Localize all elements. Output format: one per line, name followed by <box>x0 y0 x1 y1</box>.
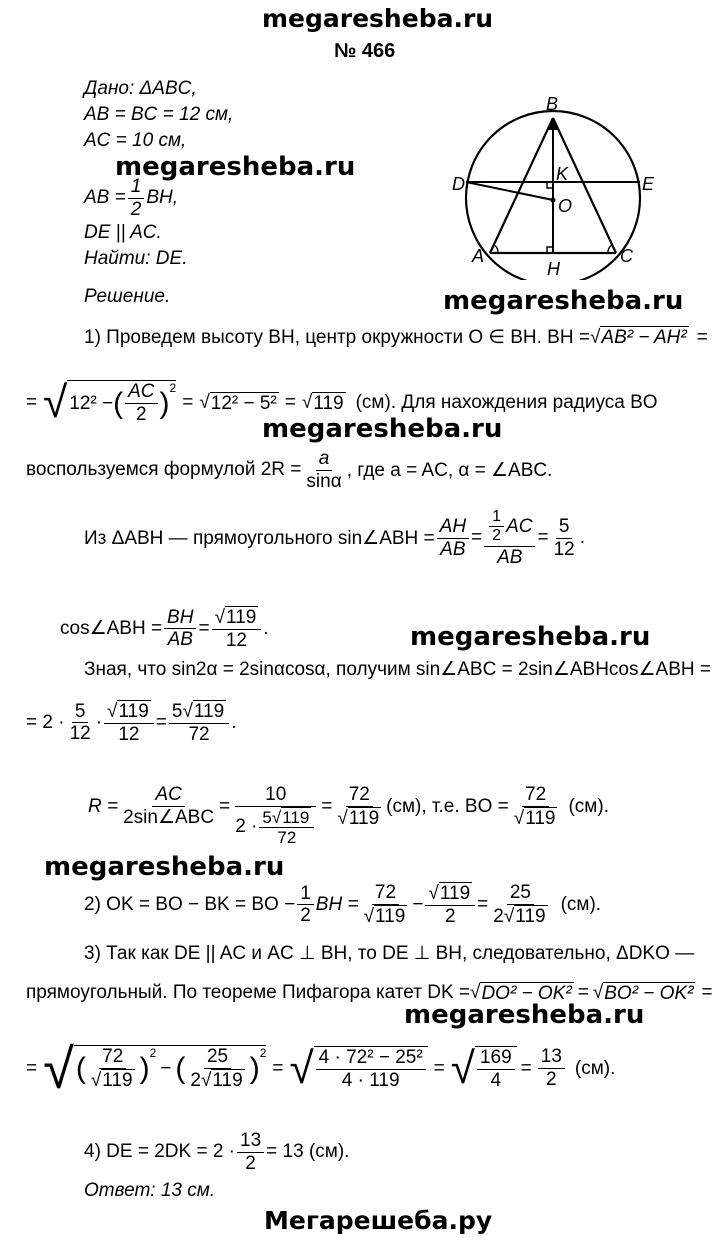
numerator: 1 <box>128 176 145 199</box>
formula-line <box>26 448 552 493</box>
watermark: megaresheba.ru <box>44 852 285 882</box>
numerator: 5 <box>556 516 573 539</box>
fraction <box>303 448 344 493</box>
problem-number: № 466 <box>334 40 396 62</box>
numerator <box>425 882 475 906</box>
radical-sign: √ <box>214 607 225 628</box>
geometry-figure <box>450 90 690 280</box>
fraction <box>259 807 314 848</box>
sqrt-expression: 119 <box>102 1070 133 1091</box>
given-line-3: AC = 10 см, <box>84 130 187 151</box>
fraction <box>334 784 384 830</box>
angle-mark-c <box>608 245 612 253</box>
formula-text: воспользуемся формулой 2R = <box>26 459 302 481</box>
fraction <box>232 784 319 848</box>
answer-line: Ответ: 13 см. <box>84 1180 216 1201</box>
period: . <box>579 527 585 549</box>
equals-sign: = <box>272 1057 284 1079</box>
denominator: AB <box>167 629 193 651</box>
fraction <box>316 1047 426 1092</box>
side-ab <box>490 118 553 253</box>
sqrt-expression: AB² − AH² <box>601 327 687 349</box>
radius-line <box>88 784 609 848</box>
denominator: 72 <box>188 723 210 745</box>
paren-close: ) <box>249 1052 260 1085</box>
given-line-4-rhs: BH, <box>146 187 178 209</box>
radical-sign: √ <box>271 807 282 827</box>
radical-sign: √ <box>43 1037 74 1100</box>
fraction <box>164 607 196 652</box>
given-line-4-lhs: AB = <box>84 187 126 209</box>
denominator: 4 <box>490 1069 502 1091</box>
sqrt-expression: 12² − 5² <box>210 392 277 414</box>
sin-abh-line <box>84 508 585 569</box>
radical-sign: √ <box>199 392 210 413</box>
sqrt-expression: 119 <box>193 701 225 722</box>
denominator: 2 <box>130 198 142 220</box>
label-c: C <box>620 246 633 266</box>
sin-abc-value-line <box>26 700 236 746</box>
step-3-line: 3) Так как DE || AC и AC ⊥ BH, то DE ⊥ BH, следовательно, ΔDKO — <box>84 943 695 964</box>
fraction <box>128 176 145 221</box>
site-header: megaresheba.ru <box>262 4 494 33</box>
fraction <box>484 508 535 569</box>
label-b: B <box>546 94 559 114</box>
radical-sign: √ <box>363 905 375 927</box>
sin-abh-text: Из ΔABH — прямоугольного sin∠ABH = <box>84 527 435 549</box>
equals-sign: = <box>477 893 489 915</box>
equals-sign: = <box>26 1057 38 1079</box>
denominator: 2 <box>492 527 502 545</box>
step-2-text: 2) OK = BO − BK = BO − <box>84 893 296 915</box>
radical-sign: √ <box>592 982 604 1004</box>
equals-sign: = <box>284 392 296 413</box>
sqrt-expression: DO² − OK² <box>481 983 572 1004</box>
fraction <box>551 516 578 561</box>
radical-sign: √ <box>428 883 439 904</box>
fraction <box>425 882 475 928</box>
numerator <box>212 606 262 630</box>
angle-mark-a <box>494 245 498 253</box>
denominator: 12 <box>69 723 91 745</box>
radical-sign: √ <box>301 392 313 413</box>
sqrt-expression: BO² − OK² <box>604 983 694 1004</box>
fraction <box>187 1046 247 1092</box>
denominator <box>88 1069 138 1092</box>
numerator: 13 <box>538 1046 565 1069</box>
radius-tail: (см), т.е. BO = <box>386 796 509 817</box>
equals-sign: = <box>198 617 210 639</box>
sqrt-expression <box>314 1046 428 1092</box>
dot-sign: · <box>95 711 103 733</box>
denominator: 2sin∠ABC <box>123 806 215 828</box>
numerator: AH <box>437 516 469 539</box>
equals-sign: = <box>471 527 483 549</box>
given-line-1: Дано: ΔABC, <box>84 78 197 99</box>
step-4-line <box>84 1130 349 1175</box>
unit: (см). <box>568 796 609 817</box>
side-bc <box>553 118 616 253</box>
step-2-line <box>84 882 601 928</box>
given-line-4 <box>84 176 178 221</box>
watermark: megaresheba.ru <box>404 1000 645 1030</box>
equals-sign: = <box>537 527 549 549</box>
radius-label: R = <box>88 796 119 817</box>
given-line-5: DE || AC. <box>84 222 162 243</box>
step-1-tail: (см). Для нахождения радиуса BO <box>355 392 658 413</box>
fraction <box>489 508 504 546</box>
step-1-line <box>84 326 708 349</box>
label-d: D <box>452 174 465 194</box>
radical-sign: √ <box>589 326 601 348</box>
denominator: 2 <box>300 905 311 927</box>
fraction <box>297 883 314 928</box>
fraction <box>490 882 550 928</box>
denominator: 72 <box>277 828 297 848</box>
denominator: 4 · 119 <box>341 1069 400 1091</box>
denominator <box>334 807 384 830</box>
step-4-text: 4) DE = 2DK = 2 · <box>84 1141 236 1163</box>
denominator: 2 <box>136 404 147 425</box>
numerator: 1 <box>489 508 504 527</box>
label-h: H <box>547 259 560 279</box>
radical-sign: √ <box>90 1070 102 1091</box>
solution-heading: Решение. <box>84 286 171 307</box>
period: . <box>231 711 237 733</box>
equals-sign: = <box>321 796 333 817</box>
coefficient: 2 <box>190 1070 201 1091</box>
radical-sign: √ <box>337 807 348 829</box>
paren-open: ( <box>75 1052 86 1085</box>
sqrt-expression: 12² − ( $\frac{AC}{2}$ ) $^2$ <box>69 381 177 425</box>
period: . <box>263 617 269 639</box>
radical-sign: √ <box>289 1043 314 1093</box>
bh-term: BH = <box>315 893 359 915</box>
denominator: 2 <box>546 1069 557 1090</box>
numerator <box>169 700 229 724</box>
coefficient: 2 <box>493 905 504 927</box>
coefficient: 5 <box>262 807 272 827</box>
equals-sign: = <box>26 392 38 413</box>
numerator: AC <box>125 381 157 404</box>
numerator: 10 <box>235 784 316 807</box>
numerator: BH <box>164 607 196 630</box>
denominator <box>511 807 561 830</box>
sqrt-expression: 119 <box>375 905 406 927</box>
numerator: AC <box>152 784 184 807</box>
denominator <box>187 1069 247 1092</box>
watermark: megaresheba.ru <box>115 152 356 182</box>
numerator: 4 · 72² − 25² <box>316 1047 426 1070</box>
numerator <box>104 700 154 724</box>
label-a: A <box>472 246 485 266</box>
fraction <box>361 882 411 928</box>
unit: (см). <box>560 893 602 915</box>
label-k: K <box>556 164 569 184</box>
watermark: megaresheba.ru <box>443 286 684 316</box>
minus-sign: − <box>412 893 424 915</box>
numerator: 1 <box>297 883 314 906</box>
sqrt-expression: 119 <box>348 807 380 829</box>
radical-sign: √ <box>513 807 525 829</box>
fraction <box>125 381 157 426</box>
denominator: 2 <box>245 1152 256 1174</box>
equals-sign: = <box>219 796 231 817</box>
radical-sign: √ <box>450 1043 475 1093</box>
fraction <box>169 700 229 746</box>
fraction <box>120 784 217 829</box>
radical-sign: √ <box>200 1070 212 1091</box>
sqrt-expression: 119 <box>226 607 257 628</box>
ac-term: AC <box>506 515 533 537</box>
sqrt-expression: 119 <box>313 392 344 414</box>
sqrt-expression: ( $\frac{72}{√119}$ ) $^2$ − ( $\frac{25}{2√119}$ ) $^2$ <box>75 1046 267 1091</box>
sqrt-expression: 119 <box>515 905 546 927</box>
step-1-text: 1) Проведем высоту BH, центр окружности O ∈ BH. BH = <box>84 327 590 348</box>
minus-sign: − <box>160 1058 172 1079</box>
denominator: AB <box>497 546 523 568</box>
denominator: 12 <box>118 723 140 745</box>
numerator <box>484 508 535 547</box>
fraction <box>511 784 561 830</box>
numerator: 25 <box>204 1046 231 1069</box>
numerator: 25 <box>507 882 534 905</box>
numerator: 13 <box>237 1130 264 1153</box>
denominator: sinα <box>306 470 342 492</box>
denominator: AB <box>440 538 466 560</box>
label-o: O <box>558 196 573 216</box>
radical-sign: √ <box>107 701 118 722</box>
fraction <box>67 701 94 746</box>
sqrt-expression: 119 <box>282 807 310 827</box>
double-angle-line: Зная, что sin2α = 2sinαcosα, получим sin∠ABC = 2sin∠ABHcos∠ABH = <box>84 659 711 680</box>
segment-do <box>466 182 553 200</box>
fraction <box>104 700 154 746</box>
sqrt-expression <box>475 1046 517 1092</box>
cos-abh-line <box>60 606 269 652</box>
denominator <box>490 905 550 928</box>
equals-sign: = <box>182 392 194 413</box>
numerator: 72 <box>522 784 549 807</box>
step-4-tail: = 13 (см). <box>266 1141 350 1163</box>
radical-sign: √ <box>182 701 193 722</box>
sqrt-part: 12² − <box>69 392 114 414</box>
numerator <box>259 807 314 829</box>
denominator: 2 <box>445 905 456 927</box>
sqrt-expression: 119 <box>439 883 471 904</box>
numerator: 5 <box>72 701 89 724</box>
fraction <box>212 606 262 652</box>
numerator: 72 <box>99 1046 126 1069</box>
equals-sign: = <box>433 1057 445 1079</box>
denominator <box>361 905 411 928</box>
multiplier: 2 · <box>235 816 258 838</box>
center-o <box>551 198 556 203</box>
radical-sign: √ <box>470 982 481 1004</box>
numerator: a <box>316 448 333 471</box>
find-line: Найти: DE. <box>84 248 188 269</box>
numerator: 72 <box>346 784 373 807</box>
sqrt-expression: 119 <box>118 701 149 722</box>
denominator: 12 <box>225 629 247 651</box>
formula-tail: , где a = AC, α = ∠ABC. <box>346 459 553 481</box>
given-line-2: AB = BC = 12 см, <box>84 104 234 125</box>
equals-sign: = <box>577 982 589 1004</box>
paren-close: ) <box>139 1052 150 1085</box>
site-footer: Мегарешеба.ру <box>264 1206 493 1235</box>
denominator <box>232 807 319 848</box>
fraction <box>538 1046 565 1091</box>
sqrt-expression: 119 <box>525 807 556 829</box>
paren-close: ) <box>159 386 170 420</box>
fraction <box>88 1046 138 1092</box>
unit: (см). <box>574 1057 616 1079</box>
cos-abh-text: cos∠ABH = <box>60 618 163 640</box>
watermark: megaresheba.ru <box>410 622 651 652</box>
fraction <box>237 1130 264 1175</box>
pythagoras-text: прямоугольный. По теореме Пифагора катет DK = <box>26 982 470 1004</box>
paren-open: ( <box>113 386 124 420</box>
multiplier: = 2 · <box>26 711 65 733</box>
fraction <box>477 1047 515 1092</box>
denominator: 12 <box>553 538 575 560</box>
radical-sign: √ <box>503 905 515 927</box>
equals-sign: = <box>520 1057 532 1079</box>
radical-sign: √ <box>43 378 68 427</box>
equals-sign: = <box>155 711 167 733</box>
coefficient: 5 <box>171 701 183 722</box>
sqrt-expression: 119 <box>212 1070 243 1091</box>
fraction <box>437 516 469 561</box>
equals-sign: = <box>696 326 708 348</box>
paren-open: ( <box>175 1052 186 1085</box>
watermark: megaresheba.ru <box>262 414 503 444</box>
dk-computation-line <box>26 1036 615 1101</box>
label-e: E <box>642 174 655 194</box>
numerator: 72 <box>372 882 399 905</box>
numerator: 169 <box>477 1047 515 1070</box>
equals-sign: = <box>701 982 713 1004</box>
